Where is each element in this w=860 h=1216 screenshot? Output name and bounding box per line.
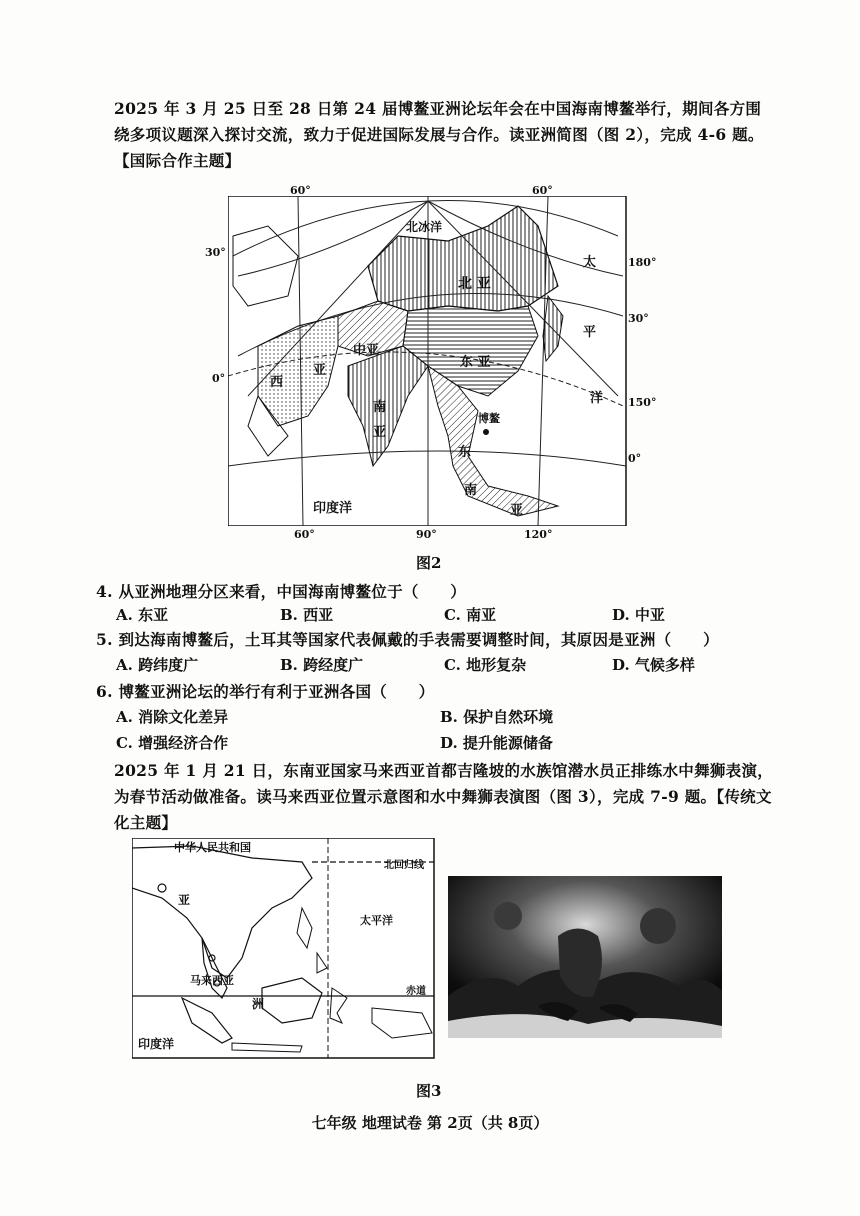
region-label-east: 东 亚	[460, 355, 491, 370]
fig2-deg-bottom-60: 60°	[294, 528, 315, 541]
fig2-deg-bottom-90: 90°	[416, 528, 437, 541]
malaysia-label: 马来西亚	[190, 974, 234, 987]
region-label-west-1: 西	[270, 375, 284, 390]
q6-option-a: A. 消除文化差异	[116, 708, 229, 726]
region-label-southeast-3: 亚	[510, 503, 524, 518]
asia-map	[228, 196, 628, 530]
pacific-label-2: 平	[583, 325, 597, 340]
underwater-lion-dance-photo	[448, 876, 722, 1042]
intro-paragraph-1: 2025 年 3 月 25 日至 28 日第 24 届博鳌亚洲论坛年会在中国海南博鳌举行，期间各方围绕多项议题深入探讨交流，致力于促进国际发展与合作。读亚洲简图（图 2），完成 4-6 题。【国际合作主题】	[114, 99, 764, 170]
question-5-stem: 5. 到达海南博鳌后，土耳其等国家代表佩戴的手表需要调整时间，其原因是亚洲（ ）	[96, 630, 719, 649]
fig2-deg-left-0: 0°	[212, 372, 226, 385]
zhou-label: 洲	[252, 997, 265, 1011]
indian-ocean-label: 印度洋	[313, 501, 353, 516]
malaysia-location-map	[132, 838, 436, 1064]
q4-option-c: C. 南亚	[444, 606, 497, 624]
q4-option-b: B. 西亚	[280, 606, 334, 624]
region-label-central: 中亚	[353, 343, 380, 358]
q6-option-d: D. 提升能源储备	[440, 734, 553, 752]
region-label-southeast-1: 东	[458, 445, 472, 460]
region-label-north: 北 亚	[458, 276, 491, 292]
q6-option-b: B. 保护自然环境	[440, 708, 554, 726]
region-label-south-1: 南	[373, 400, 387, 415]
ya-label: 亚	[178, 893, 191, 907]
equator-label: 赤道	[406, 986, 426, 997]
q5-option-c: C. 地形复杂	[444, 656, 527, 674]
boao-label: 博鳌	[478, 412, 500, 425]
fig2-deg-bottom-120: 120°	[524, 528, 553, 541]
region-label-south-2: 亚	[373, 425, 387, 440]
figure-3-caption: 图3	[416, 1082, 442, 1100]
fig2-deg-right-0: 0°	[628, 452, 642, 465]
q4-option-a: A. 东亚	[116, 606, 169, 624]
figure-2-caption: 图2	[416, 554, 442, 572]
region-label-southeast-2: 南	[464, 483, 478, 498]
pacific-label: 太平洋	[360, 914, 393, 927]
q5-option-b: B. 跨经度广	[280, 656, 364, 674]
q5-option-a: A. 跨纬度广	[116, 656, 199, 674]
pacific-label-1: 太	[583, 255, 597, 270]
china-label: 中华人民共和国	[174, 841, 251, 854]
region-label-west-2: 亚	[313, 363, 327, 378]
question-4-stem: 4. 从亚洲地理分区来看，中国海南博鳌位于（ ）	[96, 582, 467, 601]
fig2-deg-top-right: 60°	[532, 184, 553, 197]
intro-paragraph-2: 2025 年 1 月 21 日，东南亚国家马来西亚首都吉隆坡的水族馆潜水员正排练水中舞狮表演，为春节活动做准备。读马来西亚位置示意图和水中舞狮表演图（图 3），完成 7-9 题。【传统文化主题】	[114, 761, 774, 832]
question-6-stem: 6. 博鳌亚洲论坛的举行有利于亚洲各国（ ）	[96, 682, 435, 701]
arctic-ocean-label: 北冰洋	[406, 220, 443, 234]
fig2-deg-right-30: 30°	[628, 312, 649, 325]
page-footer: 七年级 地理试卷 第 2页（共 8页）	[311, 1114, 549, 1132]
q6-option-c: C. 增强经济合作	[116, 734, 229, 752]
q4-option-d: D. 中亚	[612, 606, 665, 624]
indian-ocean-label-fig3: 印度洋	[138, 1037, 175, 1051]
q5-option-d: D. 气候多样	[612, 656, 695, 674]
fig2-deg-top-left: 60°	[290, 184, 311, 197]
pacific-label-3: 洋	[590, 391, 604, 406]
tropic-label: 北回归线	[384, 860, 424, 871]
fig2-deg-right-180: 180°	[628, 256, 657, 269]
fig2-deg-right-150: 150°	[628, 396, 657, 409]
fig2-deg-left-30: 30°	[205, 246, 226, 259]
